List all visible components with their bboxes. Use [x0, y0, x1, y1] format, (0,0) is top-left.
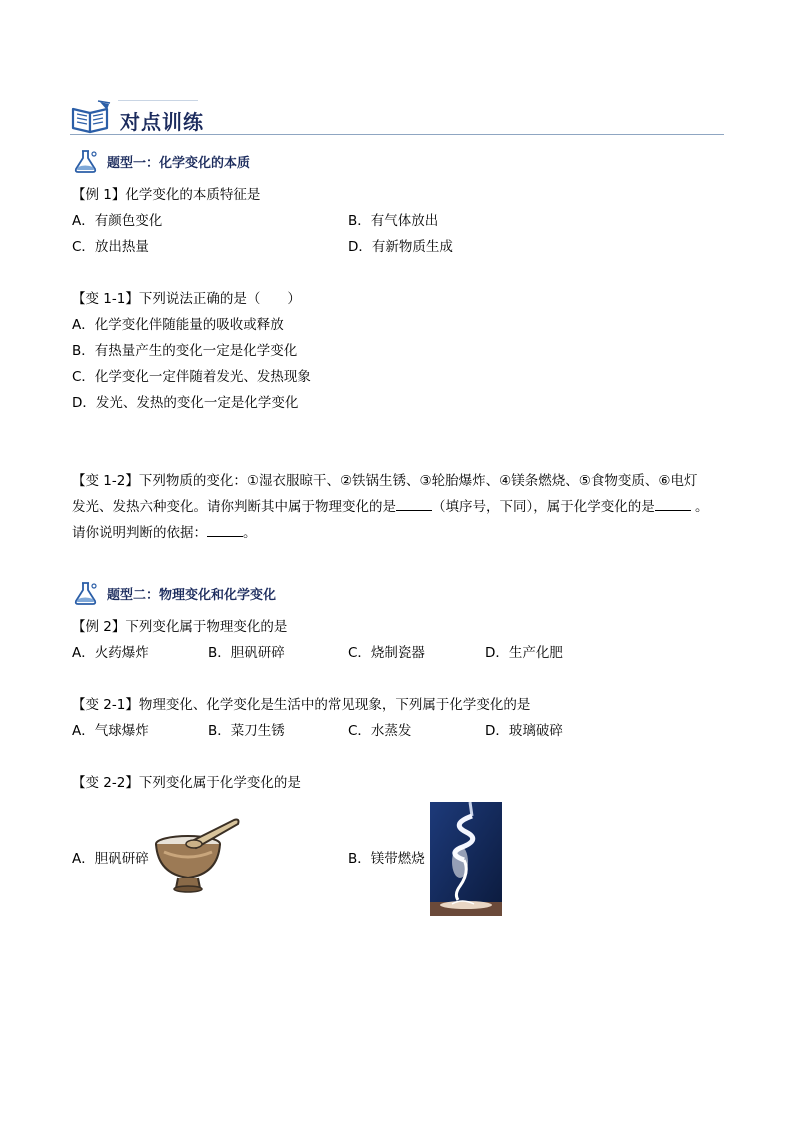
option-d: D．生产化肥	[485, 645, 563, 661]
question-line	[72, 524, 257, 542]
text-fragment: 。	[243, 525, 257, 541]
option-a: A．胆矾研碎	[72, 851, 149, 867]
option-a: A．气球爆炸	[72, 723, 149, 739]
question-stem: 【变 2-1】物理变化、化学变化是生活中的常见现象，下列属于化学变化的是	[72, 697, 531, 713]
book-icon	[70, 100, 112, 134]
magnesium-image	[430, 802, 502, 916]
option-c: C．化学变化一定伴随着发光、发热现象	[72, 369, 311, 385]
header-rule-top	[118, 100, 198, 101]
option-c: C．水蒸发	[348, 723, 412, 739]
question-stem: 【变 2-2】下列变化属于化学变化的是	[72, 775, 301, 791]
option-d: D．有新物质生成	[348, 239, 453, 255]
text-fragment: （填序号，下同），属于化学变化的是	[432, 499, 655, 515]
option-a: A．有颜色变化	[72, 213, 163, 229]
question-line: 【变 1-2】下列物质的变化：①湿衣服晾干、②铁锅生锈、③轮胎爆炸、④镁条燃烧、⑤食物变质、⑥电灯	[72, 473, 698, 489]
flask-icon	[72, 580, 100, 606]
section-title: 题型一：化学变化的本质	[107, 156, 251, 171]
option-d: D．发光、发热的变化一定是化学变化	[72, 395, 299, 411]
answer-blank[interactable]	[396, 498, 432, 511]
option-a: A．火药爆炸	[72, 645, 149, 661]
option-c: C．烧制瓷器	[348, 645, 425, 661]
question-stem: 【例 2】下列变化属于物理变化的是	[72, 619, 288, 635]
flask-icon	[72, 148, 100, 174]
option-b: B．胆矾研碎	[208, 645, 285, 661]
question-stem: 【变 1-1】下列说法正确的是（ ）	[72, 291, 301, 307]
text-fragment: 请你说明判断的依据：	[72, 525, 207, 541]
option-b: B．镁带燃烧	[348, 851, 425, 867]
option-b: B．菜刀生锈	[208, 723, 285, 739]
answer-blank[interactable]	[655, 498, 691, 511]
text-fragment: 。	[695, 499, 709, 515]
question-line	[72, 498, 709, 516]
option-b: B．有热量产生的变化一定是化学变化	[72, 343, 298, 359]
option-d: D．玻璃破碎	[485, 723, 563, 739]
text-fragment: 发光、发热六种变化。请你判断其中属于物理变化的是	[72, 499, 396, 515]
section-title: 题型二：物理变化和化学变化	[107, 588, 277, 603]
option-a: A．化学变化伴随能量的吸收或释放	[72, 317, 284, 333]
option-b: B．有气体放出	[348, 213, 439, 229]
option-c: C．放出热量	[72, 239, 149, 255]
page-title: 对点训练	[120, 110, 204, 134]
question-stem: 【例 1】化学变化的本质特征是	[72, 187, 261, 203]
mortar-image	[150, 818, 250, 902]
answer-blank[interactable]	[207, 524, 243, 537]
header-rule	[70, 134, 724, 135]
